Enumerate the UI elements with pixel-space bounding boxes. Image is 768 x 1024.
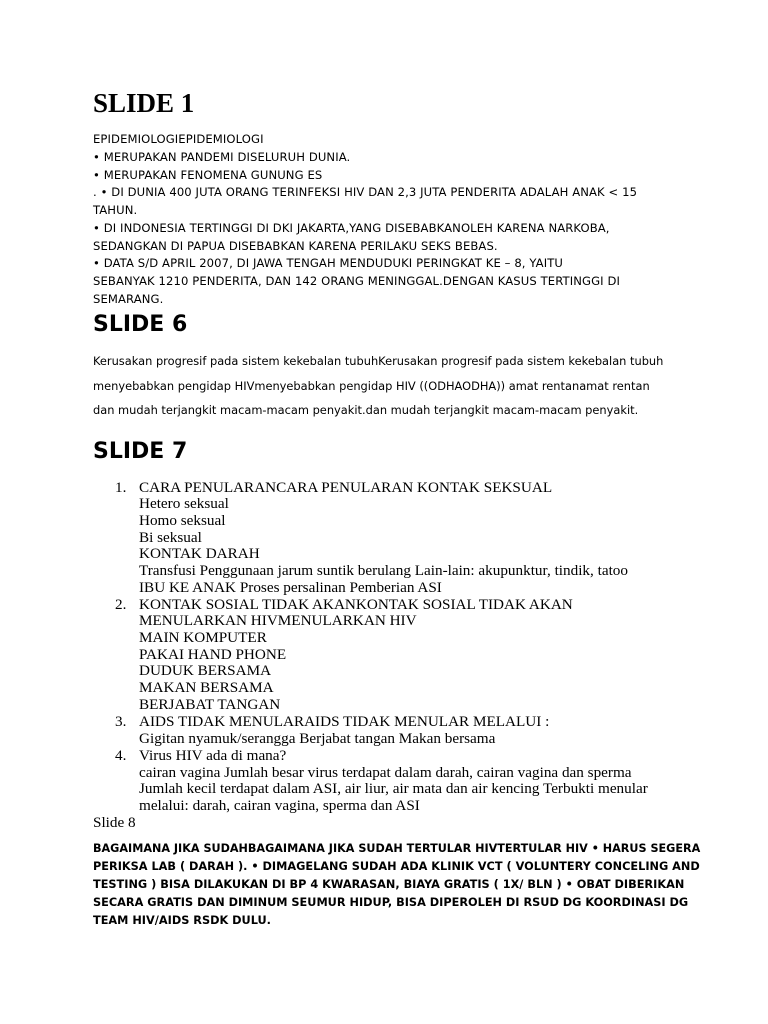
slide-6-line: Kerusakan progresif pada sistem kekebalan tubuhKerusakan progresif pada sistem kekebalan tubuh <box>93 354 664 368</box>
list-number: 1. <box>115 479 127 496</box>
slide-1-line: SEBANYAK 1210 PENDERITA, DAN 142 ORANG MENINGGAL.DENGAN KASUS TERTINGGI DI <box>93 274 621 288</box>
slide-7-line: MAKAN BERSAMA <box>139 679 274 696</box>
slide-6-line: dan mudah terjangkit macam-macam penyakit.dan mudah terjangkit macam-macam penyakit. <box>93 403 639 417</box>
slide-1-line: . • DI DUNIA 400 JUTA ORANG TERINFEKSI HIV DAN 2,3 JUTA PENDERITA ADALAH ANAK < 15 <box>93 185 638 199</box>
slide-7-heading: SLIDE 7 <box>93 439 188 464</box>
slide-6-heading: SLIDE 6 <box>93 312 188 337</box>
slide-1-line: SEDANGKAN DI PAPUA DISEBABKAN KARENA PERILAKU SEKS BEBAS. <box>93 239 498 253</box>
slide-7-line: PAKAI HAND PHONE <box>139 646 287 663</box>
slide-7-line: melalui: darah, cairan vagina, sperma dan ASI <box>139 797 420 814</box>
slide-7-line: cairan vagina Jumlah besar virus terdapat dalam darah, cairan vagina dan sperma <box>139 764 632 781</box>
slide-1-heading: SLIDE 1 <box>93 88 195 118</box>
slide-7-line: Jumlah kecil terdapat dalam ASI, air liur, air mata dan air kencing Terbukti menular <box>139 780 648 797</box>
slide-6-line: menyebabkan pengidap HIVmenyebabkan pengidap HIV ((ODHAODHA)) amat rentanamat rentan <box>93 379 650 393</box>
slide-7-line: AIDS TIDAK MENULARAIDS TIDAK MENULAR MELALUI : <box>139 713 550 730</box>
slide-1-line: • MERUPAKAN PANDEMI DISELURUH DUNIA. <box>93 150 351 164</box>
list-number: 4. <box>115 747 127 764</box>
slide-7-line: Gigitan nyamuk/serangga Berjabat tangan Makan bersama <box>139 730 496 747</box>
slide-8-line: SECARA GRATIS DAN DIMINUM SEUMUR HIDUP, BISA DIPEROLEH DI RSUD DG KOORDINASI DG <box>93 896 689 909</box>
list-number: 2. <box>115 596 127 613</box>
slide-7-line: Homo seksual <box>139 512 226 529</box>
slide-1-line: • DATA S/D APRIL 2007, DI JAWA TENGAH MENDUDUKI PERINGKAT KE – 8, YAITU <box>93 256 563 270</box>
slide-7-line: KONTAK SOSIAL TIDAK AKANKONTAK SOSIAL TIDAK AKAN <box>139 596 573 613</box>
slide-8-line: PERIKSA LAB ( DARAH ). • DIMAGELANG SUDAH ADA KLINIK VCT ( VOLUNTERY CONCELING AND <box>93 860 700 873</box>
slide-1-line: SEMARANG. <box>93 292 164 306</box>
slide-1-line: EPIDEMIOLOGIEPIDEMIOLOGI <box>93 132 264 146</box>
slide-7-line: Hetero seksual <box>139 495 229 512</box>
slide-7-line: CARA PENULARANCARA PENULARAN KONTAK SEKSUAL <box>139 479 553 496</box>
slide-1-line: • MERUPAKAN FENOMENA GUNUNG ES <box>93 168 323 182</box>
slide-7-line: IBU KE ANAK Proses persalinan Pemberian ASI <box>139 579 442 596</box>
slide-8-heading: Slide 8 <box>93 814 136 831</box>
slide-7-line: Transfusi Penggunaan jarum suntik berulang Lain-lain: akupunktur, tindik, tatoo <box>139 562 628 579</box>
slide-7-line: MENULARKAN HIVMENULARKAN HIV <box>139 612 417 629</box>
slide-7-line: KONTAK DARAH <box>139 545 260 562</box>
slide-7-line: BERJABAT TANGAN <box>139 696 281 713</box>
slide-7-line: Virus HIV ada di mana? <box>139 747 287 764</box>
slide-7-line: MAIN KOMPUTER <box>139 629 267 646</box>
slide-1-line: • DI INDONESIA TERTINGGI DI DKI JAKARTA,YANG DISEBABKANOLEH KARENA NARKOBA, <box>93 221 610 235</box>
slide-8-line: BAGAIMANA JIKA SUDAHBAGAIMANA JIKA SUDAH TERTULAR HIVTERTULAR HIV • HARUS SEGERA <box>93 842 701 855</box>
slide-8-line: TEAM HIV/AIDS RSDK DULU. <box>93 914 271 927</box>
list-number: 3. <box>115 713 127 730</box>
slide-8-line: TESTING ) BISA DILAKUKAN DI BP 4 KWARASAN, BIAYA GRATIS ( 1X/ BLN ) • OBAT DIBERIKAN <box>93 878 685 891</box>
slide-7-line: DUDUK BERSAMA <box>139 662 272 679</box>
slide-1-line: TAHUN. <box>93 203 138 217</box>
slide-7-line: Bi seksual <box>139 529 202 546</box>
